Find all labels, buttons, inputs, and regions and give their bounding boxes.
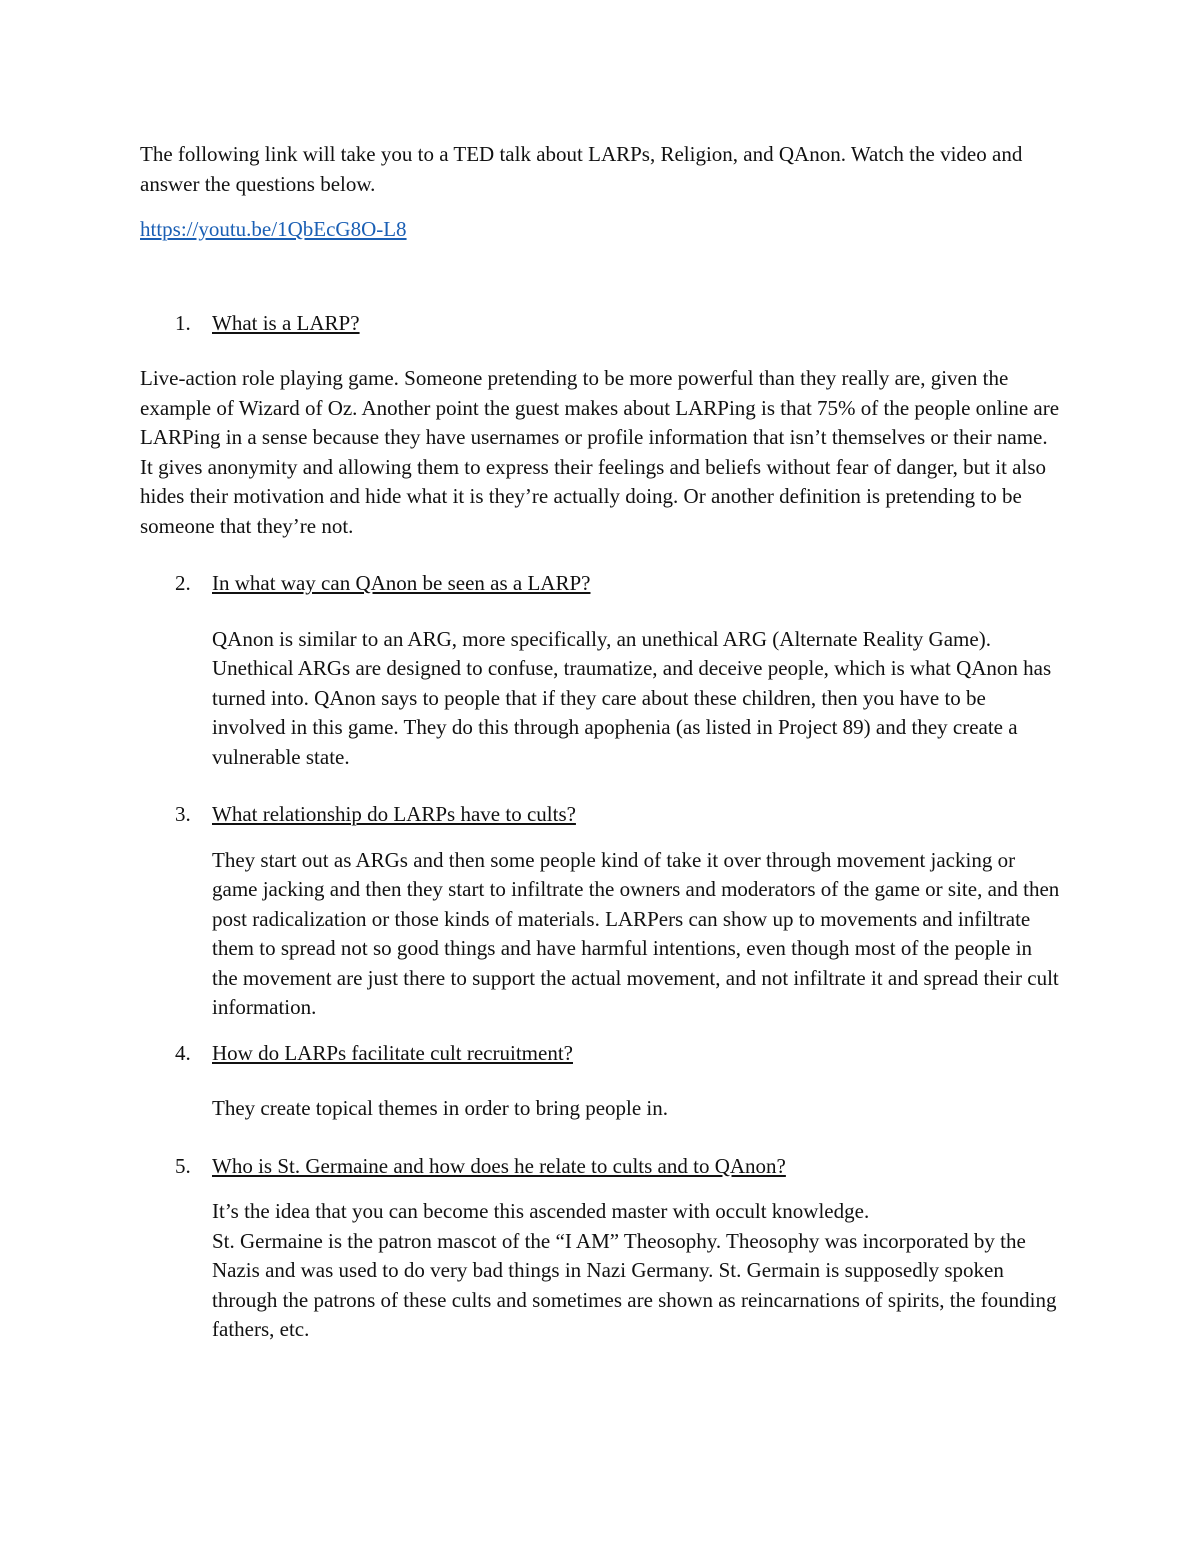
answer-1: Live-action role playing game. Someone pretending to be more powerful than they really are, given the example of Wizard of Oz. Another point the guest makes about LARPing is that 75% of the people online are LARPing in a sense because they have usernames or profile information that isn’t themselves or their name. It gives anonymity and allowing them to express their feelings and beliefs without fear of danger, but it also hides their motivation and hide what it is they’re actually doing. Or another definition is pretending to be someone that they’re not. <box>140 366 1060 538</box>
document-page <box>140 140 1060 1345</box>
question-2-number: 2. <box>175 571 191 595</box>
answer-4: They create topical themes in order to bring people in. <box>212 1096 669 1120</box>
answer-2: QAnon is similar to an ARG, more specifically, an unethical ARG (Alternate Reality Game). Unethical ARGs are designed to confuse, traumatize, and deceive people, which is what QAnon has turned into. QAnon says to people that if they care about these children, then you have to be involved in this game. They do this through apophenia (as listed in Project 89) and they create a vulnerable state. <box>212 626 1052 769</box>
link-line <box>140 215 1060 245</box>
question-5-number: 5. <box>175 1153 191 1178</box>
question-3 <box>140 800 1060 830</box>
question-4 <box>140 1039 1060 1069</box>
question-1-number: 1. <box>175 310 191 335</box>
video-link[interactable]: https://youtu.be/1QbEcG8O-L8 <box>140 217 407 241</box>
question-4-number: 4. <box>175 1040 191 1065</box>
question-5 <box>140 1152 1060 1182</box>
answer-5 <box>140 1197 1060 1345</box>
question-3-text: What relationship do LARPs have to cults? <box>212 802 576 826</box>
question-2-text: In what way can QAnon be seen as a LARP? <box>212 571 591 595</box>
question-3-number: 3. <box>175 802 191 826</box>
question-5-text: Who is St. Germaine and how does he relate to cults and to QAnon? <box>212 1153 786 1178</box>
answer-5-line-1: It’s the idea that you can become this ascended master with occult knowledge. <box>212 1199 870 1223</box>
question-2 <box>140 569 1060 599</box>
answer-5-line-2: St. Germaine is the patron mascot of the “I AM” Theosophy. Theosophy was incorporated by the Nazis and was used to do very bad things in Nazi Germany. St. Germain is supposedly spoken through the patrons of these cults and sometimes are shown as reincarnations of spirits, the founding fathers, etc. <box>212 1228 1057 1341</box>
question-1-text: What is a LARP? <box>212 310 360 335</box>
question-1 <box>140 309 1060 339</box>
intro-paragraph: The following link will take you to a TED talk about LARPs, Religion, and QAnon. Watch the video and answer the questions below. <box>140 142 1023 196</box>
answer-3: They start out as ARGs and then some people kind of take it over through movement jacking or game jacking and then they start to infiltrate the owners and moderators of the game or site, and then post radicalization or those kinds of materials. LARPers can show up to movements and infiltrate them to spread not so good things and have harmful intentions, even though most of the people in the movement are just there to support the actual movement, and not infiltrate it and spread their cult information. <box>212 847 1060 1019</box>
question-4-text: How do LARPs facilitate cult recruitment? <box>212 1040 573 1065</box>
